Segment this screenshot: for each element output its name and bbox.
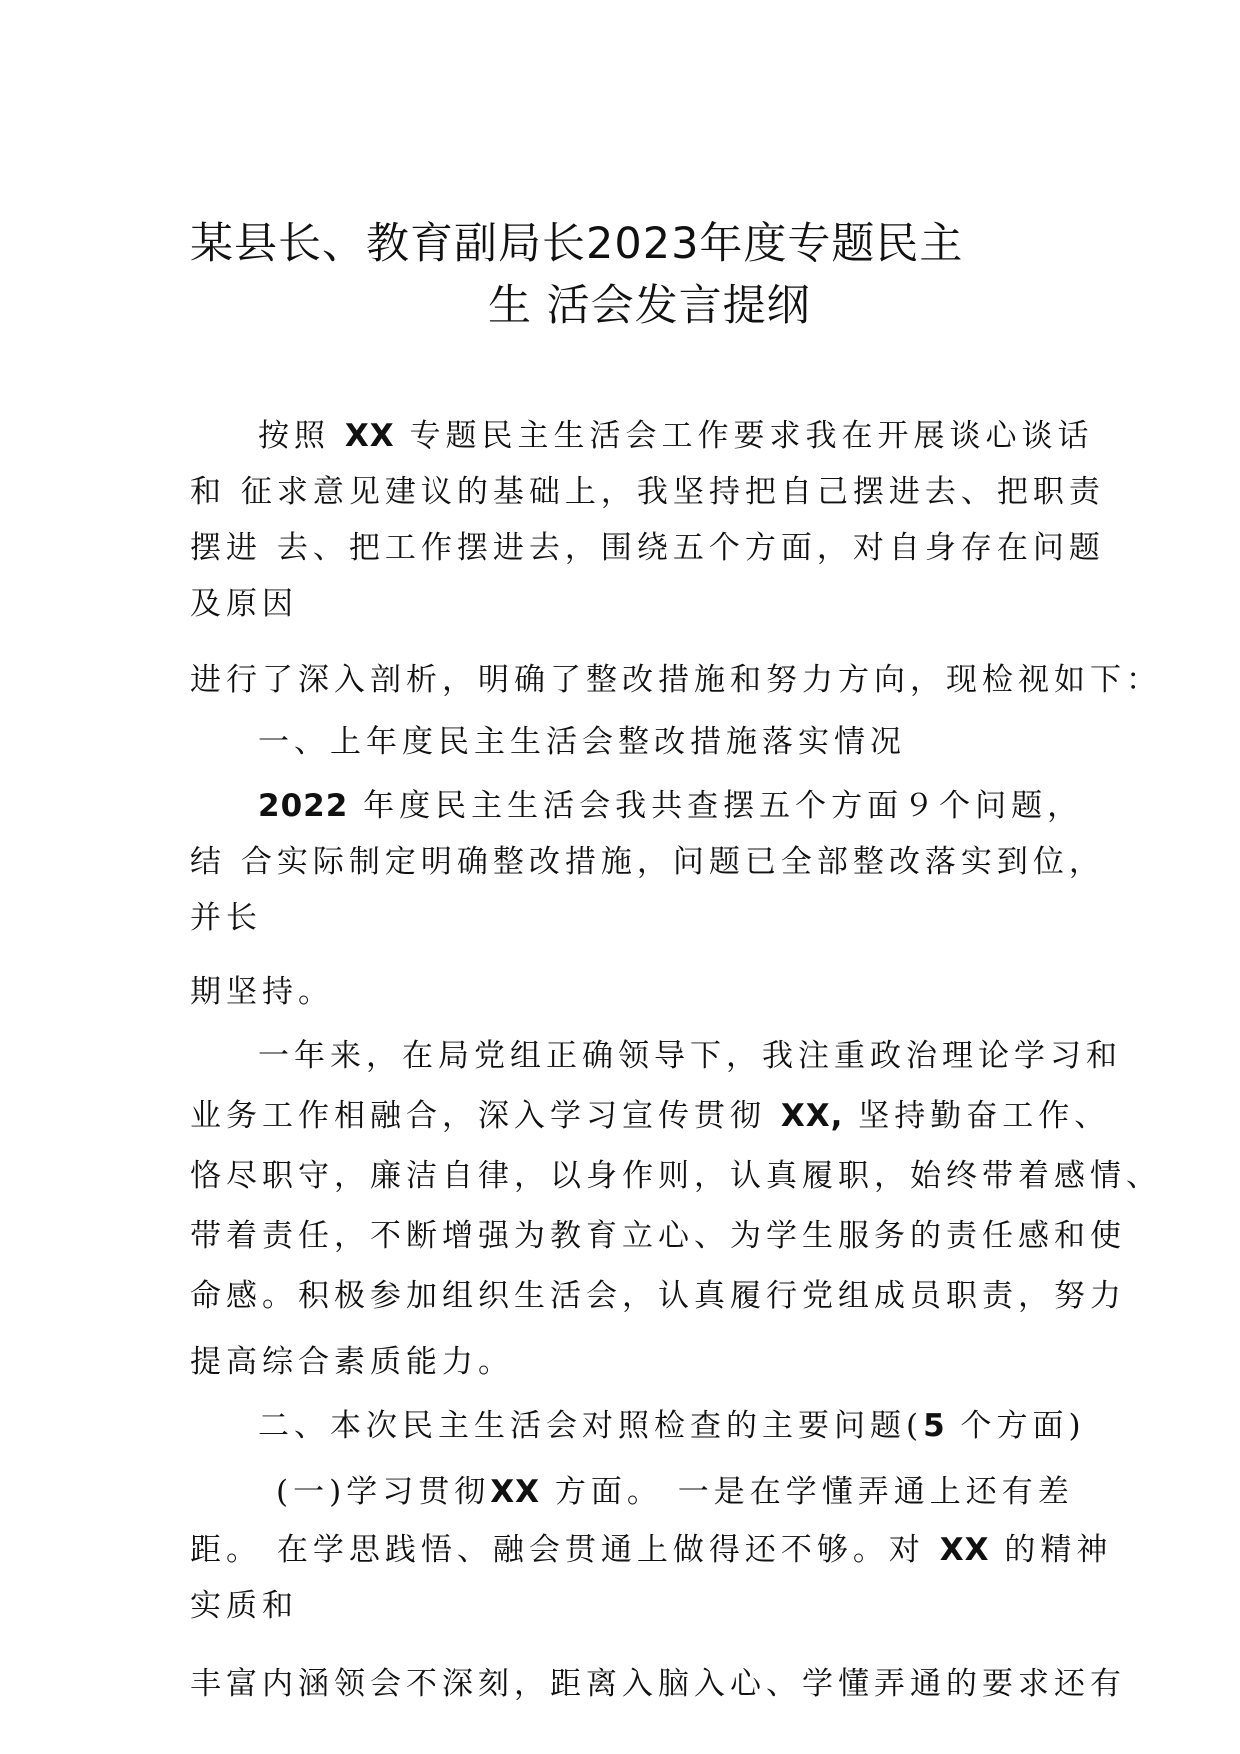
document-title-line-1: 某县长、教育副局长2023年度专题民主 bbox=[190, 219, 964, 269]
paragraph-line: 带着责任，不断增强为教育立心、为学生服务的责任感和使 bbox=[190, 1218, 1126, 1254]
paragraph-line: 按照 XX 专题民主生活会工作要求我在开展谈心谈话 bbox=[258, 418, 1094, 454]
paragraph-line: 恪尽职守，廉洁自律，以身作则，认真履职，始终带着感情、 bbox=[190, 1158, 1162, 1194]
paragraph-line: 业务工作相融合，深入学习宣传贯彻 XX, 坚持勤奋工作、 bbox=[190, 1098, 1111, 1134]
paragraph-line: 命感。积极参加组织生活会，认真履行党组成员职责，努力 bbox=[190, 1278, 1126, 1314]
paragraph-line: 结 合实际制定明确整改措施，问题已全部整改落实到位， bbox=[190, 844, 1105, 880]
paragraph-line: 期坚持。 bbox=[190, 974, 334, 1010]
section-heading-2: 二、本次民主生活会对照检查的主要问题(5 个方面) bbox=[258, 1408, 1086, 1444]
paragraph-line: 丰富内涵领会不深刻，距离入脑入心、学懂弄通的要求还有 bbox=[190, 1666, 1126, 1702]
paragraph-line: 实质和 bbox=[190, 1588, 298, 1624]
paragraph-line: 并长 bbox=[190, 900, 262, 936]
paragraph-line: 2022 年度民主生活会我共查摆五个方面９个问题， bbox=[258, 788, 1084, 824]
subsection-heading: (一)学习贯彻XX 方面。 一是在学懂弄通上还有差 bbox=[276, 1474, 1074, 1510]
paragraph-line: 进行了深入剖析，明确了整改措施和努力方向，现检视如下： bbox=[190, 662, 1162, 698]
paragraph-line: 提高综合素质能力。 bbox=[190, 1344, 514, 1380]
document-title-line-2: 生 活会发言提纲 bbox=[488, 281, 811, 331]
paragraph-line: 摆进 去、把工作摆进去，围绕五个方面，对自身存在问题 bbox=[190, 530, 1105, 566]
paragraph-line: 和 征求意见建议的基础上，我坚持把自己摆进去、把职责 bbox=[190, 474, 1105, 510]
paragraph-line: 一年来，在局党组正确领导下，我注重政治理论学习和 bbox=[258, 1038, 1122, 1074]
paragraph-line: 及原因 bbox=[190, 586, 298, 622]
paragraph-line: 距。 在学思践悟、融会贯通上做得还不够。对 XX 的精神 bbox=[190, 1532, 1113, 1568]
section-heading-1: 一、上年度民主生活会整改措施落实情况 bbox=[258, 724, 906, 760]
